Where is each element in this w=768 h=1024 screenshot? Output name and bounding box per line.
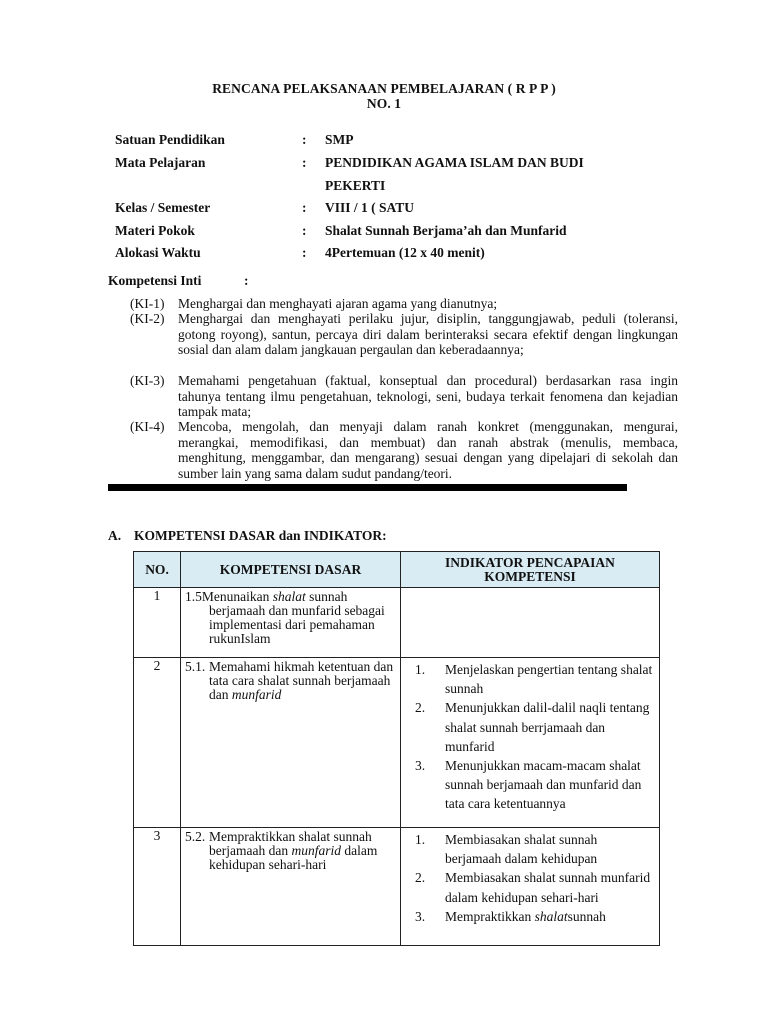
ki-item (130, 296, 678, 312)
document-number: NO. 1 (366, 96, 402, 111)
kd-item (181, 828, 400, 872)
info-label-kelas: Kelas / Semester (115, 200, 211, 215)
kd-cell (181, 588, 401, 658)
info-colon: : (302, 223, 307, 238)
section-divider (108, 484, 627, 491)
kd-cell (181, 828, 401, 946)
kd-text (209, 830, 394, 872)
ki-text: Memahami pengetahuan (faktual, konseptual dan procedural) berdasarkan rasa ingin tahunya tentang ilmu pengetahuan, teknologi, seni, budaya terkait fenomena dan kejadian tampak mata; (178, 373, 678, 420)
indikator-text: Membiasakan shalat sunnah munfarid dalam kehidupan sehari-hari (445, 870, 651, 905)
header-indikator-line2: KOMPETENSI (484, 568, 576, 584)
ki-item (130, 419, 678, 481)
indikator-num: 3. (415, 758, 426, 774)
kompetensi-table (133, 551, 660, 946)
info-label-materi: Materi Pokok (115, 223, 195, 238)
indikator-item (415, 868, 653, 906)
info-label-mapel: Mata Pelajaran (115, 155, 206, 170)
section-title: KOMPETENSI DASAR dan INDIKATOR: (134, 528, 387, 543)
ki-item (130, 311, 678, 358)
indikator-text: Menunjukkan macam-macam shalat sunnah berjamaah dan munfarid dan tata cara ketentuannya (445, 758, 642, 812)
info-label-satuan: Satuan Pendidikan (115, 132, 225, 147)
indikator-item (415, 660, 653, 698)
kd-text-italic: munfarid (231, 687, 282, 702)
info-colon: : (302, 155, 307, 170)
kd-text-pre: Menunaikan (201, 589, 273, 604)
kd-num: 5.1. (185, 659, 206, 674)
info-value-mapel-cont: PEKERTI (325, 178, 386, 193)
indikator-text-post: sunnah (567, 908, 606, 924)
kd-text-post: sunnah (305, 589, 348, 604)
ki-colon: : (244, 273, 249, 288)
kd-cell (181, 658, 401, 828)
indikator-item (415, 756, 653, 814)
info-value-kelas: VIII / 1 ( SATU (325, 200, 415, 215)
row-no: 2 (134, 658, 181, 828)
indikator-num: 2. (415, 870, 426, 886)
indikator-item (415, 830, 653, 868)
document-title: RENCANA PELAKSANAAN PEMBELAJARAN ( R P P ) (212, 81, 556, 96)
kd-text-post: dalam kehidupan sehari-hari (209, 843, 378, 872)
info-value-alokasi: 4Pertemuan (12 x 40 menit) (325, 245, 485, 260)
table-header-row (134, 552, 660, 588)
ki-text: Mencoba, mengolah, dan menyaji dalam ranah konkret (menggunakan, mengurai, merangkai, memodifikasi, dan membuat) dan ranah abstrak (menulis, membaca, menghitung, menggambar, dan mengarang) sesuai dengan yang dipelajari di sekolah dan sumber lain yang sama dalam sudut pandang/teori. (178, 419, 678, 481)
ki-text: Menghargai dan menghayati ajaran agama yang dianutnya; (178, 296, 498, 311)
indikator-num: 1. (415, 662, 426, 677)
indikator-item (415, 907, 653, 926)
kd-item (181, 658, 400, 702)
info-colon: : (302, 132, 307, 147)
indikator-cell (401, 658, 660, 828)
indikator-item (415, 698, 653, 756)
indikator-text (445, 907, 653, 926)
table-row (134, 658, 660, 828)
header-indikator (401, 552, 660, 588)
table-row (134, 588, 660, 658)
kd-text-rest: berjamaah dan munfarid sebagai implementasi dari pemahaman rukunIslam (209, 603, 385, 646)
indikator-text: Menjelaskan pengertian tentang shalat sunnah (445, 662, 653, 697)
indikator-num: 2. (415, 700, 426, 716)
indikator-text: Membiasakan shalat sunnah berjamaah dalam kehidupan (445, 832, 598, 867)
header-indikator-line1: INDIKATOR PENCAPAIAN (445, 554, 615, 570)
section-a-heading (108, 528, 387, 544)
indikator-text: Menunjukkan dalil-dalil naqli tentang shalat sunnah berrjamaah dan munfarid (445, 700, 650, 754)
table-row (134, 828, 660, 946)
kd-text-italic: shalat (272, 589, 306, 604)
kd-text-italic: munfarid (291, 843, 341, 858)
info-value-satuan: SMP (325, 132, 354, 147)
info-colon: : (302, 200, 307, 215)
ki-heading: Kompetensi Inti (108, 273, 202, 288)
header-no: NO. (134, 552, 181, 588)
kd-text (181, 588, 400, 646)
ki-code: (KI-2) (130, 311, 165, 326)
ki-text: Menghargai dan menghayati perilaku jujur, disiplin, tanggungjawab, peduli (toleransi, gotong royong), santun, percaya diri dalam berinteraksi secara efektif dengan lingkungan sosial dan alam dalam jangkauan pergaulan dan keberadaannya; (178, 311, 678, 358)
kd-text-pre: Mempraktikkan shalat sunnah berjamaah dan (209, 829, 372, 858)
indikator-text-italic: shalat (534, 908, 568, 924)
header-kd: KOMPETENSI DASAR (181, 552, 401, 588)
section-letter: A. (108, 528, 122, 543)
indikator-cell (401, 828, 660, 946)
info-colon: : (302, 245, 307, 260)
kd-text (209, 660, 394, 702)
ki-code: (KI-1) (130, 296, 165, 311)
indikator-num: 3. (415, 908, 426, 924)
kd-num: 5.2. (185, 829, 206, 844)
indikator-text-pre: Mempraktikkan (445, 908, 535, 924)
kd-text-pre: Memahami hikmah ketentuan dan tata cara shalat sunnah berjamaah dan (209, 659, 394, 702)
row-no: 3 (134, 828, 181, 946)
indikator-cell (401, 588, 660, 658)
info-label-alokasi: Alokasi Waktu (115, 245, 201, 260)
ki-code: (KI-3) (130, 373, 165, 388)
row-no: 1 (134, 588, 181, 658)
info-value-mapel: PENDIDIKAN AGAMA ISLAM DAN BUDI (325, 155, 584, 170)
ki-item (130, 373, 678, 420)
indikator-list (401, 828, 659, 926)
ki-code: (KI-4) (130, 419, 165, 434)
info-value-materi: Shalat Sunnah Berjama’ah dan Munfarid (325, 223, 567, 238)
indikator-list (401, 658, 659, 814)
indikator-num: 1. (415, 832, 426, 847)
kd-num: 1.5 (185, 589, 202, 604)
